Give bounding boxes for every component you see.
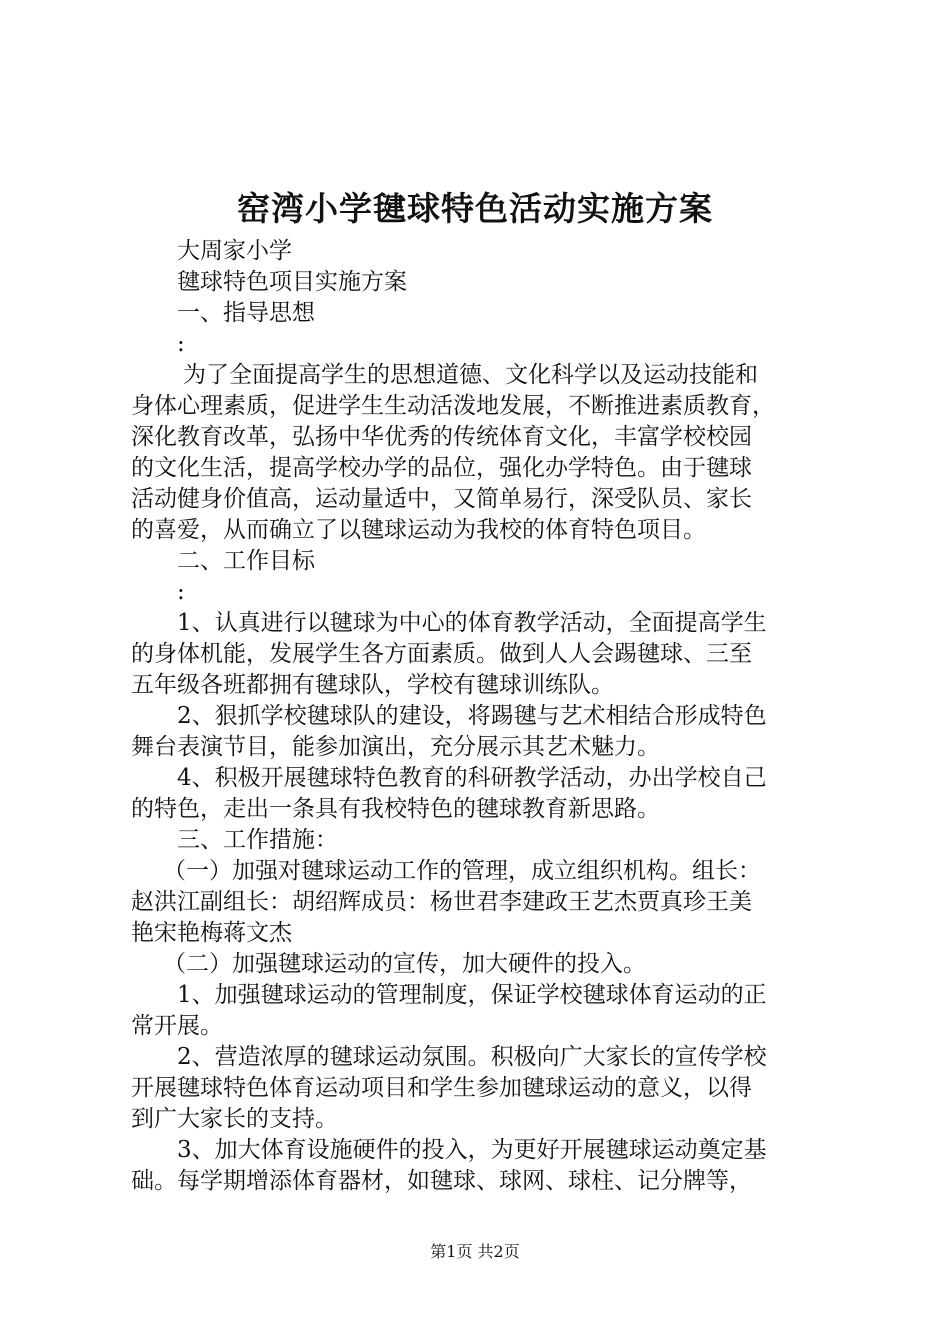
paragraph-line: 的文化生活，提高学校办学的品位，强化办学特色。由于毽球 — [131, 455, 752, 481]
document-body — [131, 236, 831, 1197]
paragraph-line: 3、加大体育设施硬件的投入，为更好开展毽球运动奠定基 — [177, 1137, 767, 1163]
section-heading-3: 三、工作措施： — [177, 827, 338, 853]
page-number-footer: 第1页 共2页 — [430, 1242, 520, 1261]
section-colon-1: : — [177, 331, 185, 357]
paragraph-line: 到广大家长的支持。 — [131, 1106, 338, 1132]
paragraph-line: 2、狠抓学校毽球队的建设，将踢毽与艺术相结合形成特色 — [177, 703, 767, 729]
paragraph-line: 的喜爱，从而确立了以毽球运动为我校的体育特色项目。 — [131, 517, 706, 543]
section-colon-2: : — [177, 579, 185, 605]
paragraph-line: 活动健身价值高，运动量适中，又简单易行，深受队员、家长 — [131, 486, 752, 512]
paragraph-line: 1、加强毽球运动的管理制度，保证学校毽球体育运动的正 — [177, 982, 767, 1008]
section-heading-2: 二、工作目标 — [177, 548, 315, 574]
paragraph-line: 五年级各班都拥有毽球队，学校有毽球训练队。 — [131, 672, 614, 698]
paragraph-line: 常开展。 — [131, 1013, 223, 1039]
paragraph-line: 舞台表演节目，能参加演出，充分展示其艺术魅力。 — [131, 734, 660, 760]
paragraph-line: 深化教育改革，弘扬中华优秀的传统体育文化，丰富学校校园 — [131, 424, 752, 450]
paragraph-line: 的身体机能，发展学生各方面素质。做到人人会踢毽球、三至 — [131, 641, 752, 667]
subtitle: 毽球特色项目实施方案 — [177, 269, 407, 295]
paragraph-line: 艳宋艳梅蒋文杰 — [131, 920, 292, 946]
section-heading-1: 一、指导思想 — [177, 300, 315, 326]
paragraph-line: 身体心理素质，促进学生生动活泼地发展，不断推进素质教育， — [131, 393, 775, 419]
paragraph-line: 赵洪江副组长：胡绍辉成员：杨世君李建政王艺杰贾真珍王美 — [131, 889, 752, 915]
paragraph-line: 2、营造浓厚的毽球运动氛围。积极向广大家长的宣传学校 — [177, 1044, 767, 1070]
paragraph-line: 的特色，走出一条具有我校特色的毽球教育新思路。 — [131, 796, 660, 822]
paragraph-line: 开展毽球特色体育运动项目和学生参加毽球运动的意义，以得 — [131, 1075, 752, 1101]
paragraph-line: 础。每学期增添体育器材，如毽球、球网、球柱、记分牌等， — [131, 1168, 752, 1194]
paragraph-line: 1、认真进行以毽球为中心的体育教学活动，全面提高学生 — [177, 610, 767, 636]
paragraph-line: 为了全面提高学生的思想道德、文化科学以及运动技能和 — [183, 362, 758, 388]
paragraph-line: （二）加强毽球运动的宣传，加大硬件的投入。 — [163, 951, 646, 977]
paragraph-line: 4、积极开展毽球特色教育的科研教学活动，办出学校自己 — [177, 765, 767, 791]
school-name: 大周家小学 — [177, 238, 292, 264]
document-title: 窑湾小学毽球特色活动实施方案 — [237, 189, 713, 228]
paragraph-line: （一）加强对毽球运动工作的管理，成立组织机构。组长： — [163, 858, 761, 884]
